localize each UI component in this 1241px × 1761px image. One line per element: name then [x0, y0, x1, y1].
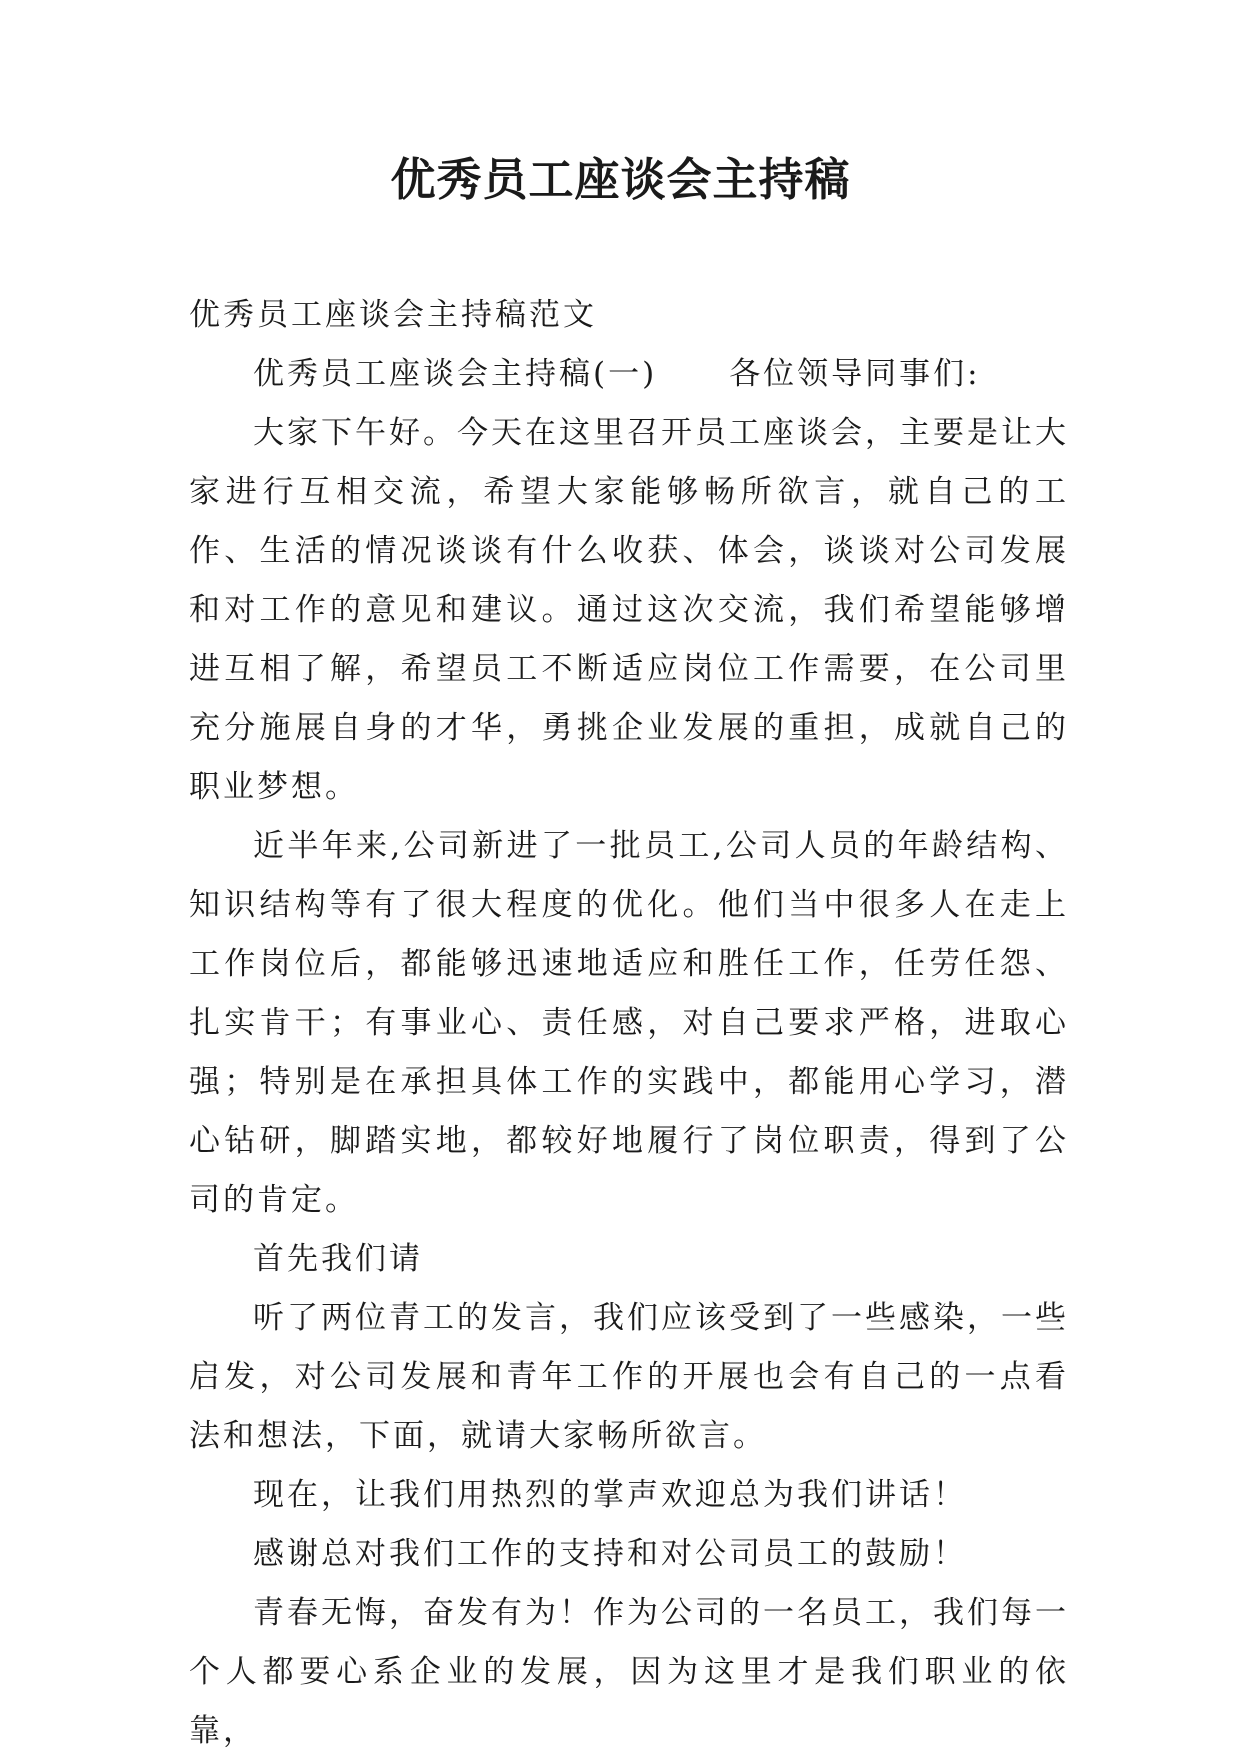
- paragraph-3: 首先我们请: [253, 1241, 423, 1277]
- paragraph-1: 大家下午好。今天在这里召开员工座谈会，主要是让大家进行互相交流，希望大家能够畅所欲言，就自己的工作、生活的情况谈谈有什么收获、体会，谈谈对公司发展和对工作的意见和建议。通过这次交流，我们希望能够增进互相了解，希望员工不断适应岗位工作需要，在公司里充分施展自身的才华，勇挑企业发展的重担，成就自己的职业梦想。: [189, 415, 1069, 805]
- paragraph-6: 感谢总对我们工作的支持和对公司员工的鼓励！: [253, 1536, 967, 1572]
- document-title: 优秀员工座谈会主持稿: [390, 153, 851, 206]
- section-heading: 优秀员工座谈会主持稿(一): [253, 356, 658, 392]
- document-subtitle: 优秀员工座谈会主持稿范文: [189, 297, 597, 333]
- salutation: 各位领导同事们:: [729, 356, 981, 392]
- paragraph-2: 近半年来,公司新进了一批员工,公司人员的年龄结构、知识结构等有了很大程度的优化。他们当中很多人在走上工作岗位后，都能够迅速地适应和胜任工作，任劳任怨、扎实肯干；有事业心、责任感，对自己要求严格，进取心强；特别是在承担具体工作的实践中，都能用心学习，潜心钻研，脚踏实地，都较好地履行了岗位职责，得到了公司的肯定。: [189, 828, 1069, 1218]
- paragraph-5: 现在，让我们用热烈的掌声欢迎总为我们讲话！: [253, 1477, 967, 1513]
- section-heading-line: [189, 345, 1069, 404]
- document-body: [189, 286, 1069, 1761]
- paragraph-4: 听了两位青工的发言，我们应该受到了一些感染，一些启发，对公司发展和青年工作的开展也会有自己的一点看法和想法，下面，就请大家畅所欲言。: [189, 1300, 1069, 1454]
- paragraph-7: 青春无悔，奋发有为！作为公司的一名员工，我们每一个人都要心系企业的发展，因为这里才是我们职业的依靠，: [189, 1595, 1069, 1749]
